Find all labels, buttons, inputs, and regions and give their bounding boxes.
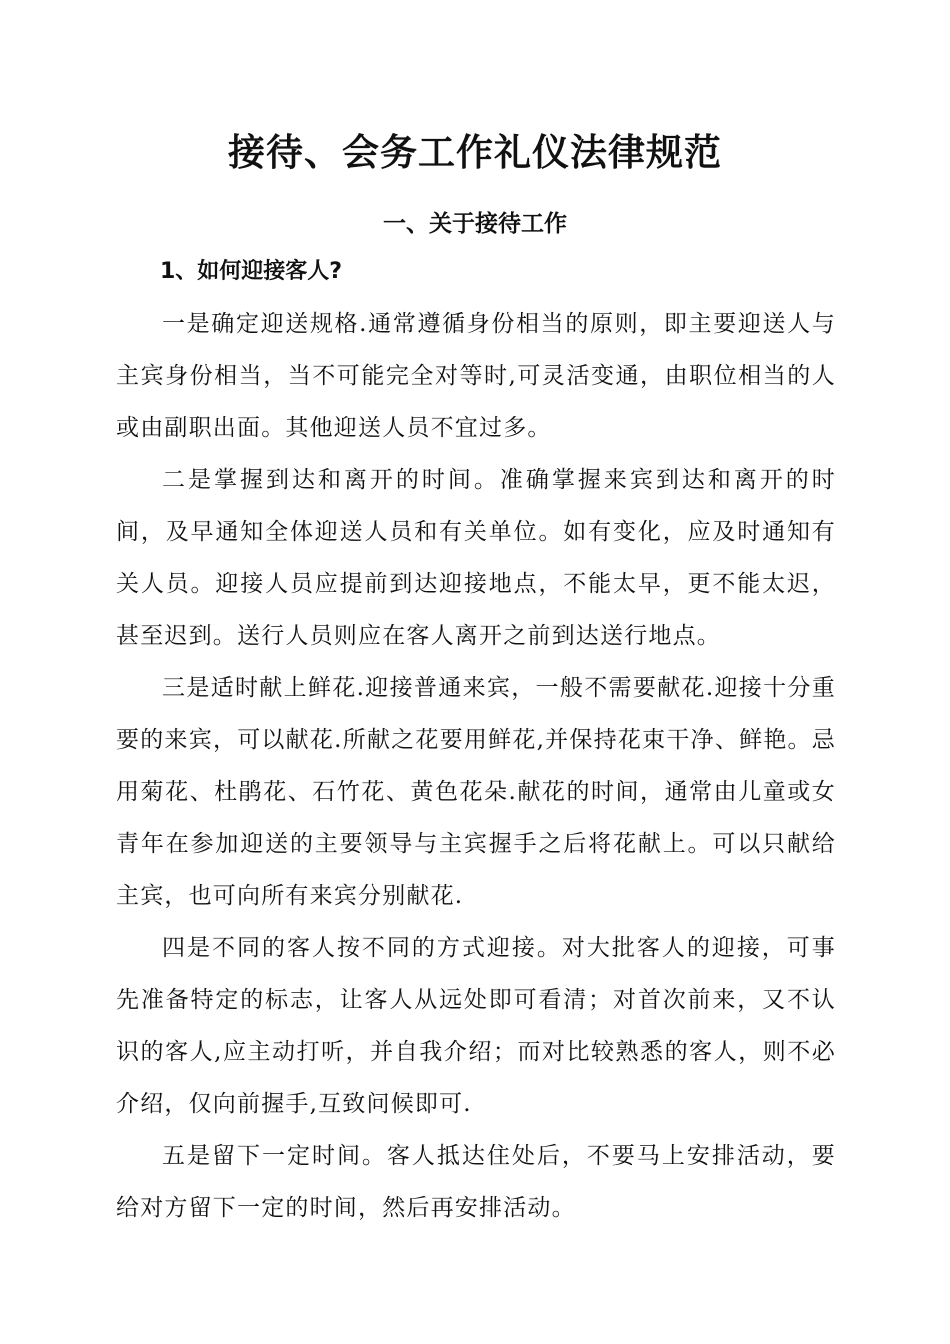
document-title: 接待、会务工作礼仪法律规范 — [228, 130, 722, 174]
paragraph-4: 四是不同的客人按不同的方式迎接。对大批客人的迎接，可事先准备特定的标志，让客人从远处即可看清；对首次前来，又不认识的客人,应主动打听，并自我介绍；而对比较熟悉的客人，则不必介绍，仅向前握手,互致问候即可. — [116, 935, 836, 1117]
paragraph-1: 一是确定迎送规格.通常遵循身份相当的原则，即主要迎送人与主宾身份相当，当不可能完全对等时,可灵活变通，由职位相当的人或由副职出面。其他迎送人员不宜过多。 — [116, 311, 836, 441]
section-heading: 一、关于接待工作 — [383, 211, 567, 237]
question-heading: 1、如何迎接客人? — [160, 259, 343, 284]
paragraph-5: 五是留下一定时间。客人抵达住处后，不要马上安排活动，要给对方留下一定的时间，然后再安排活动。 — [116, 1143, 836, 1221]
paragraph-3: 三是适时献上鲜花.迎接普通来宾，一般不需要献花.迎接十分重要的来宾，可以献花.所献之花要用鲜花,并保持花束干净、鲜艳。忌用菊花、杜鹃花、石竹花、黄色花朵.献花的时间，通常由儿童或女青年在参加迎送的主要领导与主宾握手之后将花献上。可以只献给主宾，也可向所有来宾分别献花. — [116, 675, 836, 909]
paragraph-2: 二是掌握到达和离开的时间。准确掌握来宾到达和离开的时间，及早通知全体迎送人员和有关单位。如有变化，应及时通知有关人员。迎接人员应提前到达迎接地点，不能太早，更不能太迟，甚至迟到。送行人员则应在客人离开之前到达送行地点。 — [116, 467, 836, 649]
document-body — [116, 298, 836, 1234]
